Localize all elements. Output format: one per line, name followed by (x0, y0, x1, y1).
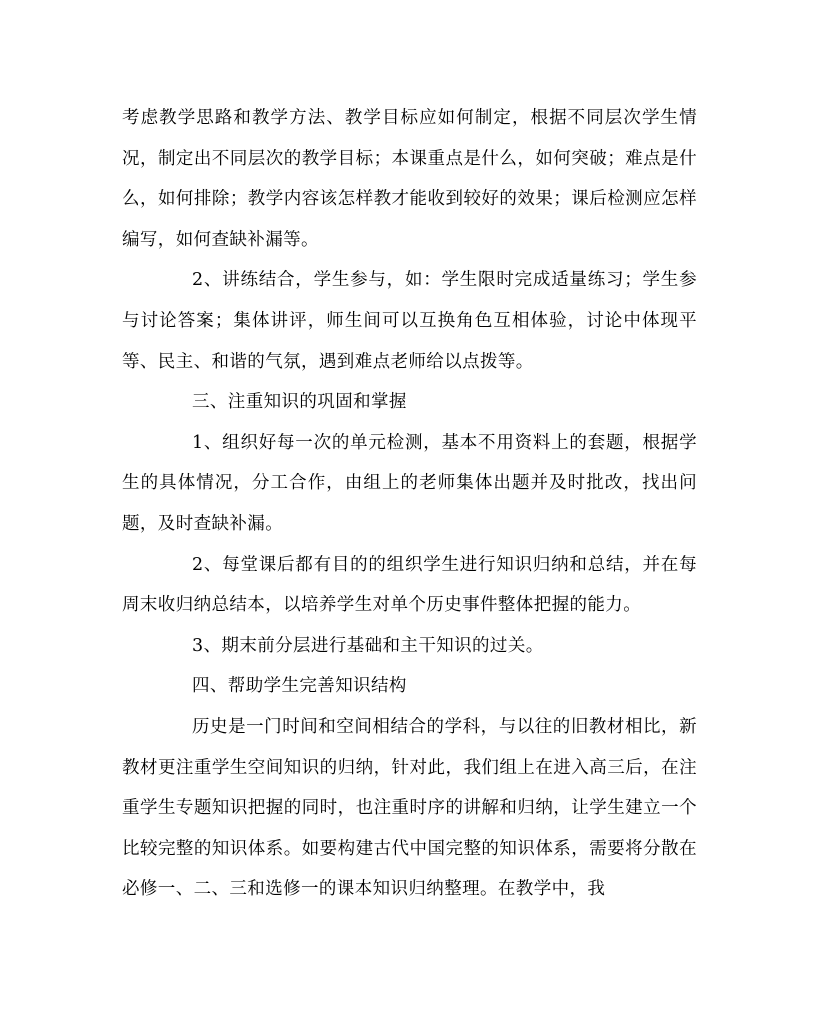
paragraph-history-structure: 历史是一门时间和空间相结合的学科，与以往的旧教材相比，新教材更注重学生空间知识的归纳，针对此，我们组上在进入高三后，在注重学生专题知识把握的同时，也注重时序的讲解和归纳，让学生建立一个比较完整的知识体系。如要构建古代中国完整的知识体系，需要将分散在必修一、二、三和选修一的课本知识归纳整理。在教学中，我 (122, 716, 697, 900)
paragraph-practice-participation: 2、讲练结合，学生参与，如：学生限时完成适量练习；学生参与讨论答案；集体讲评，师生间可以互换角色互相体验，讨论中体现平等、民主、和谐的气氛，遇到难点老师给以点拨等。 (122, 270, 697, 372)
paragraph-summary-after-class: 2、每堂课后都有目的的组织学生进行知识归纳和总结，并在每周末收归纳总结本，以培养学生对单个历史事件整体把握的能力。 (122, 554, 697, 616)
paragraph-teaching-planning: 考虑教学思路和教学方法、教学目标应如何制定，根据不同层次学生情况，制定出不同层次的教学目标；本课重点是什么，如何突破；难点是什么，如何排除；教学内容该怎样教才能收到较好的效果；课后检测应怎样编写，如何查缺补漏等。 (122, 108, 697, 250)
document-body (122, 98, 697, 910)
paragraph-final-review: 3、期末前分层进行基础和主干知识的过关。 (192, 635, 544, 656)
section-heading-consolidation: 三、注重知识的巩固和掌握 (192, 392, 407, 413)
section-heading-knowledge-structure: 四、帮助学生完善知识结构 (192, 676, 407, 697)
paragraph-unit-tests: 1、组织好每一次的单元检测，基本不用资料上的套题，根据学生的具体情况，分工合作，由组上的老师集体出题并及时批改，找出问题，及时查缺补漏。 (122, 432, 697, 534)
